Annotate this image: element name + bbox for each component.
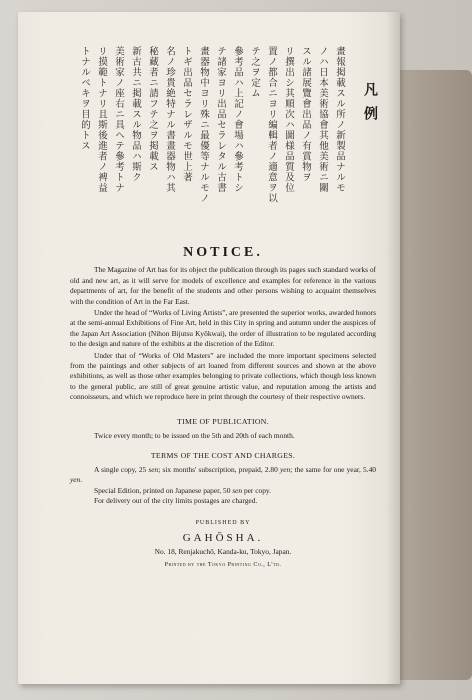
terms-text: per copy. xyxy=(242,485,271,495)
jp-column: テ之ヲ定ム xyxy=(249,46,260,99)
notice-paragraph: The Magazine of Art has for its object the publication through its pages such standard works of old and new art, as it will serve for models of excellence and examples for reference in the various departments of art, for the benefit of the students and other persons wishing to acquaint themselves with the condition of Art in the Far East. xyxy=(70,265,376,306)
terms-unit: sen xyxy=(148,464,159,474)
jp-column: 置ノ都合ニヨリ編輯者ノ適意ヲ以 xyxy=(266,46,277,204)
book-page xyxy=(18,12,400,684)
notice-section xyxy=(70,245,376,570)
jp-column: スル諸展覽會出品ノ有賞物ヲ xyxy=(300,46,311,183)
jp-column: テ諸家ヨリ出品セラレタル古書 xyxy=(215,46,226,193)
jp-column: ノハ日本美術協會其他美術ニ關 xyxy=(317,46,328,193)
jp-column: 參考品ハ上記ノ會場ハ參考トシ xyxy=(232,46,243,193)
jp-column: トギ出品セラレザルモ世上著 xyxy=(181,46,192,183)
terms-unit: sen xyxy=(232,485,243,495)
publisher-address: No. 18, Renjakuchō, Kanda-ku, Tokyo, Japan. xyxy=(154,547,292,557)
jp-text-block xyxy=(79,46,348,266)
publication-heading: TIME OF PUBLICATION. xyxy=(177,416,269,426)
terms-text: ; six months' subscription, prepaid, 2.80 xyxy=(158,464,280,474)
jp-column: トナルベキヲ目的トス xyxy=(79,46,90,151)
notice-title: NOTICE. xyxy=(183,245,263,260)
terms-delivery-line: For delivery out of the city limits postages are charged. xyxy=(94,496,258,506)
terms-text: A single copy, 25 xyxy=(94,464,149,474)
published-by-label: PUBLISHED BY xyxy=(195,519,251,526)
terms-heading: TERMS OF THE COST AND CHARGES. xyxy=(150,450,296,460)
terms-special-line xyxy=(70,486,376,496)
jp-title: 凡例 xyxy=(362,82,378,130)
page-shadow xyxy=(386,12,400,684)
printer-line: Printed by the Tokyo Printing Co., L'td. xyxy=(164,561,282,568)
publication-text: Twice every month; to be issued on the 5th and 20th of each month. xyxy=(94,431,295,441)
jp-column: 畫報掲載スル所ノ新製品ナルモ xyxy=(334,46,345,193)
jp-column: リ摸範トナリ且斯後進者ノ裨益 xyxy=(96,46,107,193)
terms-unit: yen xyxy=(279,464,291,474)
jp-column: 畫器物中ヨリ殊ニ最優等ナルモノ xyxy=(198,46,209,204)
jp-column: 名ノ珍貴絶特ナル書畫器物ハ其 xyxy=(164,46,175,193)
jp-column: 美術家ノ座右ニ具ヘテ參考トナ xyxy=(113,46,124,193)
terms-text: ; the same for one year, 5.40 xyxy=(290,464,376,474)
notice-paragraph: Under that of “Works of Old Masters” are included the more important specimens selected from the paintings and other subjects of art loaned from different sources and shown at the above exhibitions, as well as those other examples belonging to private collections, which though less known to the general public, are still of great genuine artistic value, and reputation among the artists and connoisseurs, and which we reproduce here in print through the courtesy of their respective owners. xyxy=(70,350,376,402)
terms-text: Special Edition, printed on Japanese paper, 50 xyxy=(94,485,233,495)
jp-column: 新古共ニ掲載スル物品ハ斯ク xyxy=(130,46,141,183)
notice-paragraph: Under the head of “Works of Living Artists”, are presented the superior works, awarded honors at the semi-annual Exhibitions of Fine Art, held in this City in spring and autumn under the auspices of the Japan Art Association (Nihon Bijutsu Kyōkwai), the order of illustration to be regulated according to the design and nature of the exhibits at the discretion of the Editor. xyxy=(70,308,376,349)
jp-column: リ撰出シ其順次ハ圖様品質及位 xyxy=(283,46,294,193)
terms-text: . xyxy=(80,475,83,485)
terms-unit: yen xyxy=(70,475,81,485)
jp-column: 秘藏者ニ請フテ之ヲ掲載ス xyxy=(147,46,158,172)
terms-price-line xyxy=(70,465,376,486)
publisher-name: GAHŌSHA. xyxy=(182,531,264,544)
